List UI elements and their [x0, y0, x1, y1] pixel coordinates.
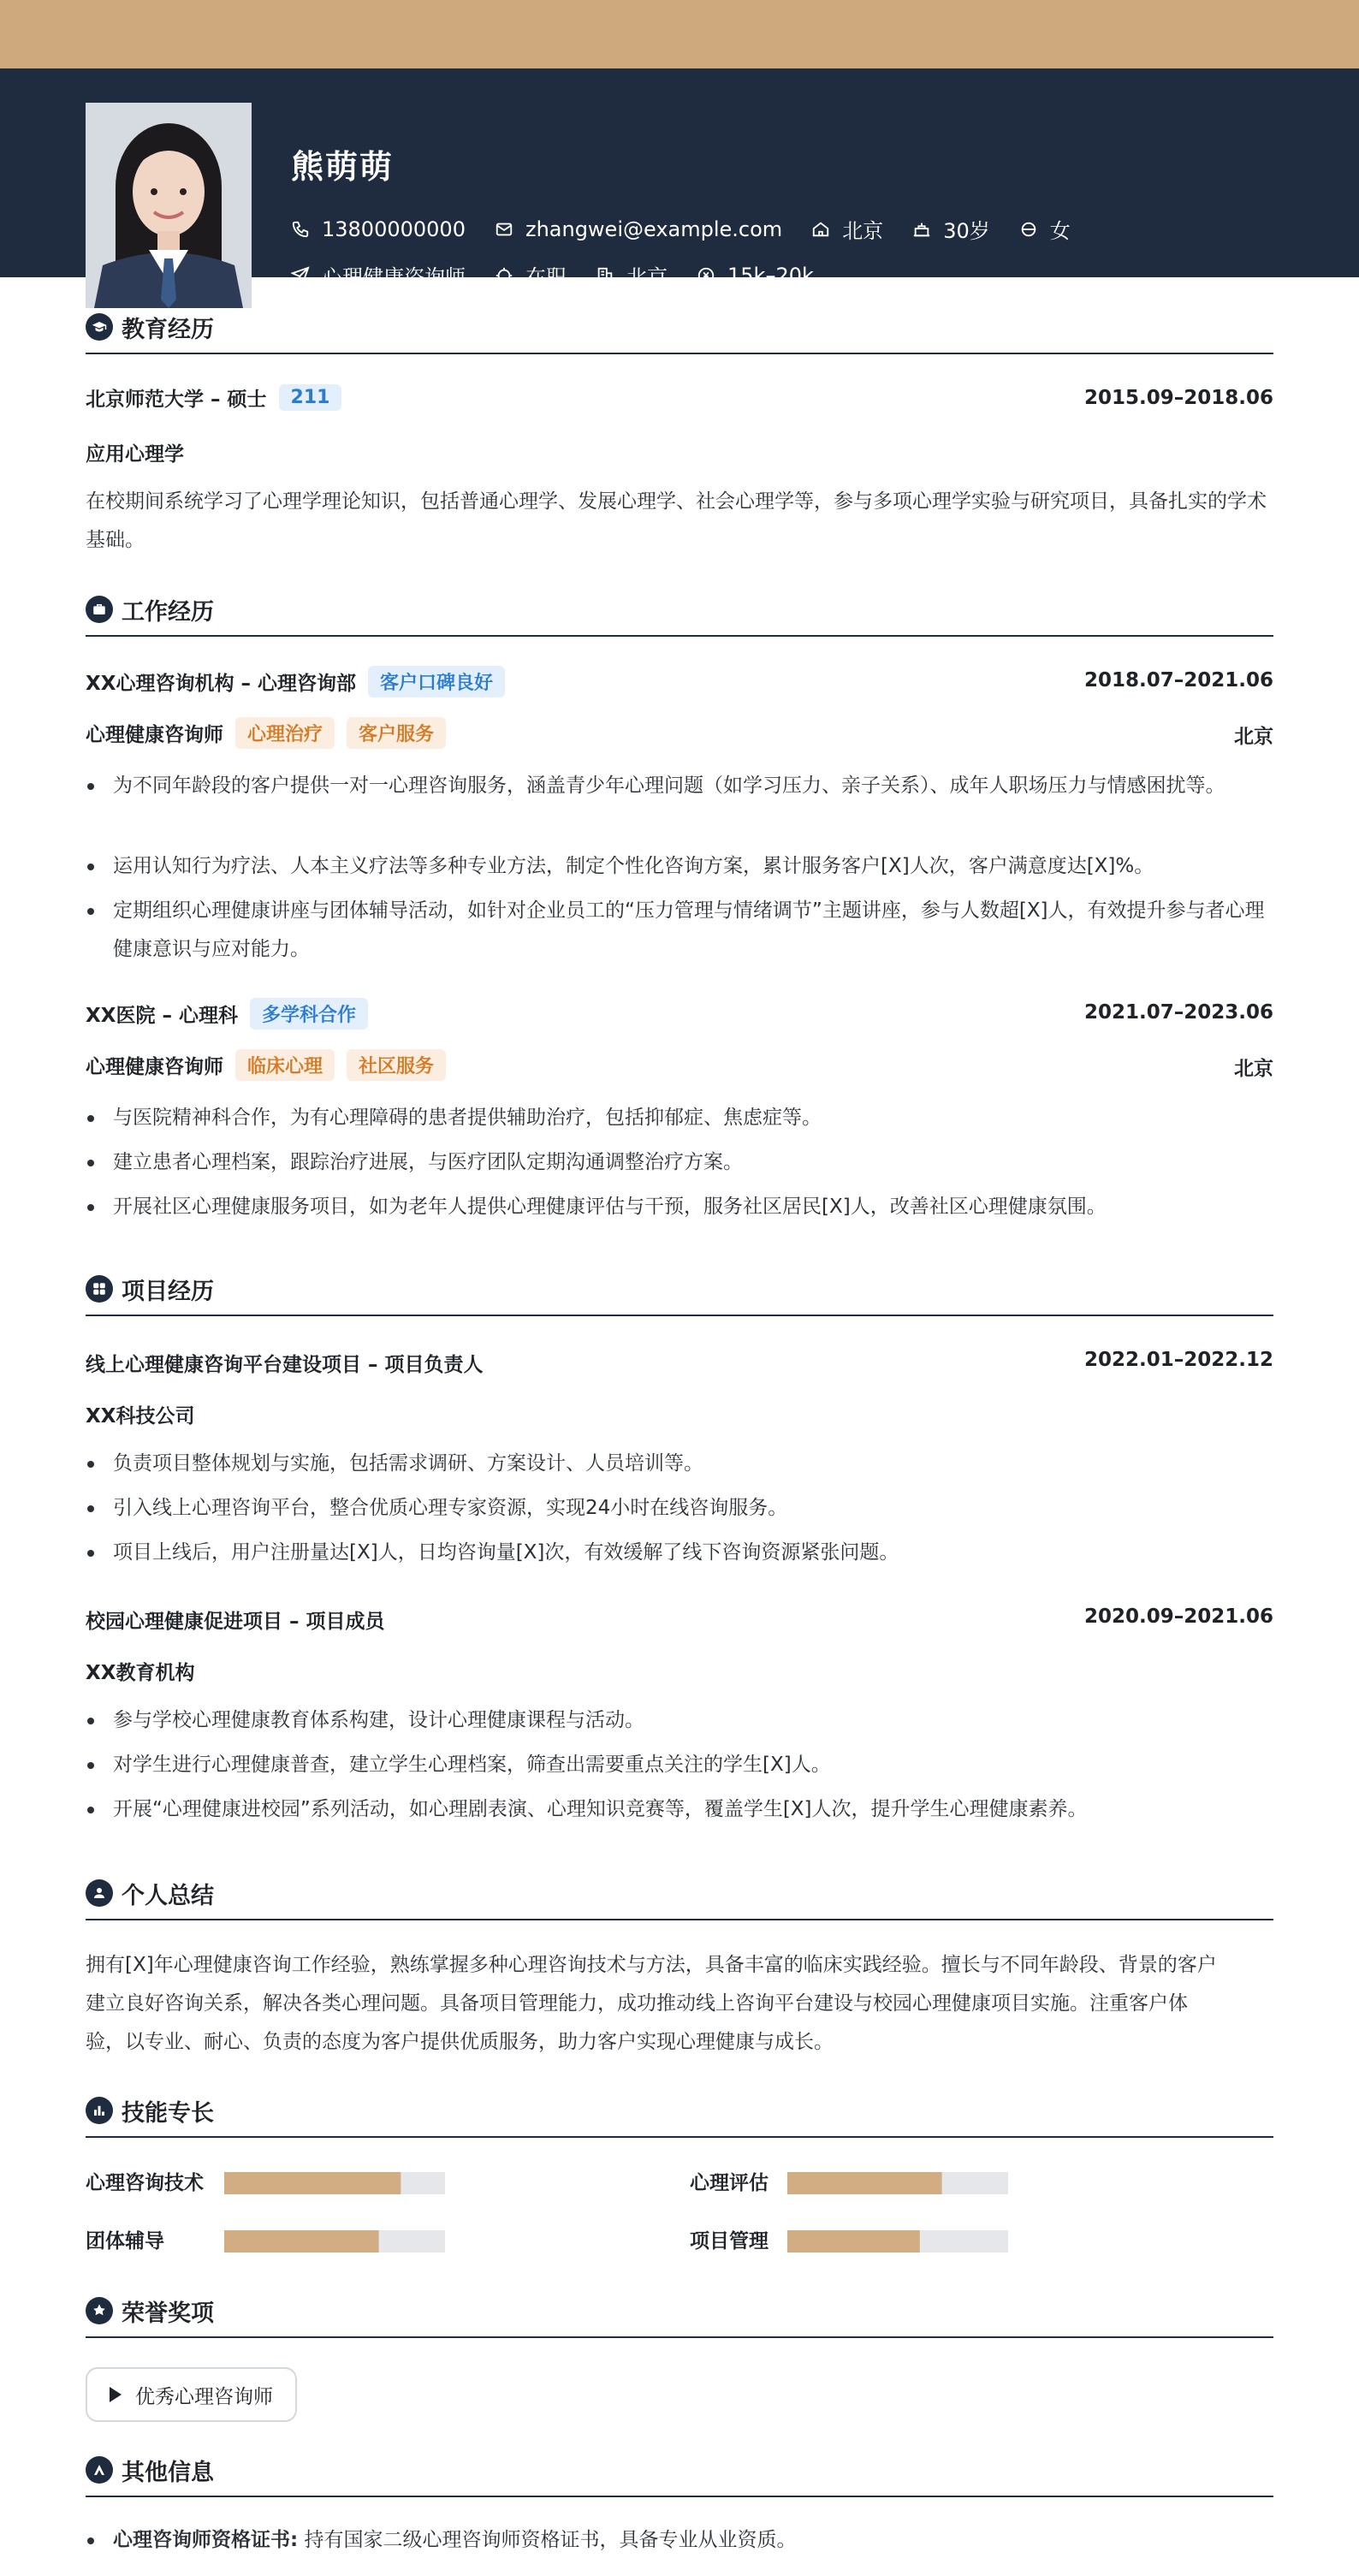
section-honors-title: 荣誉奖项: [86, 2294, 214, 2328]
job-period: 2021.07–2023.06: [1083, 1001, 1273, 1024]
skill-name: 心理咨询技术: [86, 2172, 204, 2194]
job-tag: 客户口碑良好: [368, 666, 505, 697]
list-item: 引入线上心理咨询平台，整合优质心理专家资源，实现24小时在线咨询服务。: [86, 1489, 1273, 1528]
list-item: 定期组织心理健康讲座与团体辅导活动，如针对企业员工的“压力管理与情绪调节”主题讲座，参与人数超[X]人，有效提升参与者心理健康意识与应对能力。: [86, 892, 1273, 969]
skill-tag: 临床心理: [235, 1049, 335, 1081]
salary-item: [697, 264, 814, 288]
city-text: 北京: [626, 265, 668, 289]
user-icon: [86, 1879, 113, 1907]
position-text: 心理健康咨询师: [322, 265, 466, 289]
section-divider: [86, 635, 1273, 637]
candidate-name: 熊萌萌: [291, 148, 395, 186]
section-divider: [86, 353, 1273, 354]
gender-icon: [1019, 220, 1038, 239]
job-org: XX医院 – 心理科 多学科合作: [86, 998, 368, 1030]
city-item: [596, 260, 668, 290]
section-divider: [86, 2496, 1273, 2497]
summary-text: 拥有[X]年心理健康咨询工作经验，熟练掌握多种心理咨询技术与方法，具备丰富的临床实践经验。擅长与不同年龄段、背景的客户 建立良好咨询关系，解决各类心理问题。具备项目管理能力，成功推动线上咨询平台建设与校园心理健康项目实施。注重客户体 验，以专业、耐心、负责的态度为客户提供优质服务，助力客户实现心理健康与成长。: [86, 1954, 1217, 2053]
list-item: 负责项目整体规划与实施，包括需求调研、方案设计、人员培训等。: [86, 1445, 1273, 1483]
skill-name: 团体辅导: [86, 2230, 164, 2253]
list-item: [86, 2521, 1273, 2560]
cake-icon: [912, 220, 931, 239]
list-item: 开展“心理健康进校园”系列活动，如心理剧表演、心理知识竞赛等，覆盖学生[X]人次，提升学生心理健康素养。: [86, 1790, 1273, 1829]
age-text: 30岁: [943, 219, 990, 243]
section-work-title: 工作经历: [86, 592, 214, 626]
list-item: 建立患者心理档案，跟踪治疗进展，与医疗团队定期沟通调整治疗方案。: [86, 1143, 1273, 1182]
status-text: 在职: [525, 265, 567, 289]
job-role: 心理健康咨询师 临床心理 社区服务: [86, 1049, 446, 1081]
mail-icon: [495, 220, 513, 239]
job-role: 心理健康咨询师 心理治疗 客户服务: [86, 717, 446, 749]
position-item: [291, 260, 466, 290]
skill-bar: [787, 2172, 1008, 2194]
section-skills-title: 技能专长: [86, 2093, 214, 2128]
honor-item: 优秀心理咨询师: [86, 2367, 297, 2422]
skill-name: 心理评估: [690, 2172, 769, 2194]
skill-bar: [224, 2172, 445, 2194]
bar-chart-icon: [86, 2097, 113, 2124]
education-school: 北京师范大学 – 硕士 211: [86, 383, 341, 412]
skill-tag: 客户服务: [347, 717, 446, 749]
list-item: 开展社区心理健康服务项目，如为老年人提供心理健康评估与干预，服务社区居民[X]人，改善社区心理健康氛围。: [86, 1188, 1273, 1226]
skill-bar: [224, 2230, 445, 2253]
grid-icon: [86, 1275, 113, 1303]
phone-text: 13800000000: [322, 217, 466, 241]
gender-text: 女: [1049, 219, 1071, 243]
list-item: 为不同年龄段的客户提供一对一心理咨询服务，涵盖青少年心理问题（如学习压力、亲子关系）、成年人职场压力与情感困扰等。: [86, 767, 1273, 805]
section-divider: [86, 1315, 1273, 1316]
project-name: 线上心理健康咨询平台建设项目 – 项目负责人: [86, 1354, 484, 1376]
gender-item: [1019, 214, 1071, 244]
briefcase-icon: [86, 596, 113, 623]
phone-icon: [291, 220, 310, 239]
email-item: [495, 217, 782, 241]
section-summary-title: 个人总结: [86, 1876, 214, 1910]
skill-tag: 社区服务: [347, 1049, 446, 1081]
skill-bar-fill: [224, 2172, 401, 2194]
school-tag: 211: [279, 384, 342, 411]
info-icon: [86, 2456, 113, 2484]
education-period: 2015.09–2018.06: [1083, 387, 1273, 409]
building-icon: [596, 266, 614, 285]
coin-icon: [697, 266, 715, 285]
graduation-cap-icon: [86, 313, 113, 341]
list-item: 运用认知行为疗法、人本主义疗法等多种专业方法，制定个性化咨询方案，累计服务客户[X]人次，客户满意度达[X]%。: [86, 847, 1273, 886]
age-item: [912, 214, 990, 244]
email-text: zhangwei@example.com: [525, 217, 783, 241]
other-item-label: 心理咨询师资格证书:: [113, 2529, 299, 2551]
skill-bar: [787, 2230, 1008, 2253]
skill-bar-fill: [787, 2230, 920, 2253]
section-projects-title: 项目经历: [86, 1272, 214, 1306]
project-name: 校园心理健康促进项目 – 项目成员: [86, 1611, 385, 1633]
project-period: 2022.01–2022.12: [1083, 1349, 1273, 1371]
header-accent-band: [0, 0, 1359, 68]
award-icon: [86, 2297, 113, 2324]
skill-bar-fill: [787, 2172, 942, 2194]
skill-tag: 心理治疗: [235, 717, 335, 749]
section-divider: [86, 1919, 1273, 1920]
list-item: 与医院精神科合作，为有心理障碍的患者提供辅助治疗，包括抑郁症、焦虑症等。: [86, 1099, 1273, 1137]
section-other-title: 其他信息: [86, 2453, 214, 2487]
contact-row: [291, 214, 1100, 244]
hometown-item: [811, 214, 883, 244]
section-education-title: 教育经历: [86, 310, 214, 344]
profile-photo: [86, 103, 252, 308]
project-org: XX教育机构: [86, 1662, 195, 1684]
job-org: XX心理咨询机构 – 心理咨询部 客户口碑良好: [86, 666, 505, 697]
list-item: 项目上线后，用户注册量达[X]人，日均咨询量[X]次，有效缓解了线下咨询资源紧张问题。: [86, 1534, 1273, 1572]
play-icon: [110, 2387, 122, 2402]
skill-name: 项目管理: [690, 2230, 769, 2253]
resume-header: [0, 68, 1359, 289]
section-divider: [86, 2136, 1273, 2138]
phone-item: [291, 217, 466, 241]
job-intent-row: [291, 260, 843, 290]
project-org: XX科技公司: [86, 1405, 195, 1427]
status-item: [495, 260, 567, 290]
job-period: 2018.07–2021.06: [1083, 669, 1273, 691]
salary-text: 15k–20k: [727, 263, 814, 288]
send-icon: [291, 266, 310, 285]
hometown-text: 北京: [842, 219, 884, 243]
education-description: 在校期间系统学习了心理学理论知识，包括普通心理学、发展心理学、社会心理学等，参与多项心理学实验与研究项目，具备扎实的学术基础。: [86, 490, 1267, 551]
list-item: 参与学校心理健康教育体系构建，设计心理健康课程与活动。: [86, 1701, 1273, 1740]
status-icon: [495, 266, 513, 285]
skill-bar-fill: [224, 2230, 379, 2253]
home-icon: [811, 220, 830, 239]
job-location: 北京: [1234, 726, 1273, 748]
list-item: 对学生进行心理健康普查，建立学生心理档案，筛查出需要重点关注的学生[X]人。: [86, 1746, 1273, 1784]
project-period: 2020.09–2021.06: [1083, 1606, 1273, 1628]
job-tag: 多学科合作: [250, 998, 368, 1030]
other-item-text: 持有国家二级心理咨询师资格证书，具备专业从业资质。: [304, 2529, 797, 2551]
education-major: 应用心理学: [86, 443, 184, 466]
job-location: 北京: [1234, 1058, 1273, 1080]
section-divider: [86, 2336, 1273, 2338]
